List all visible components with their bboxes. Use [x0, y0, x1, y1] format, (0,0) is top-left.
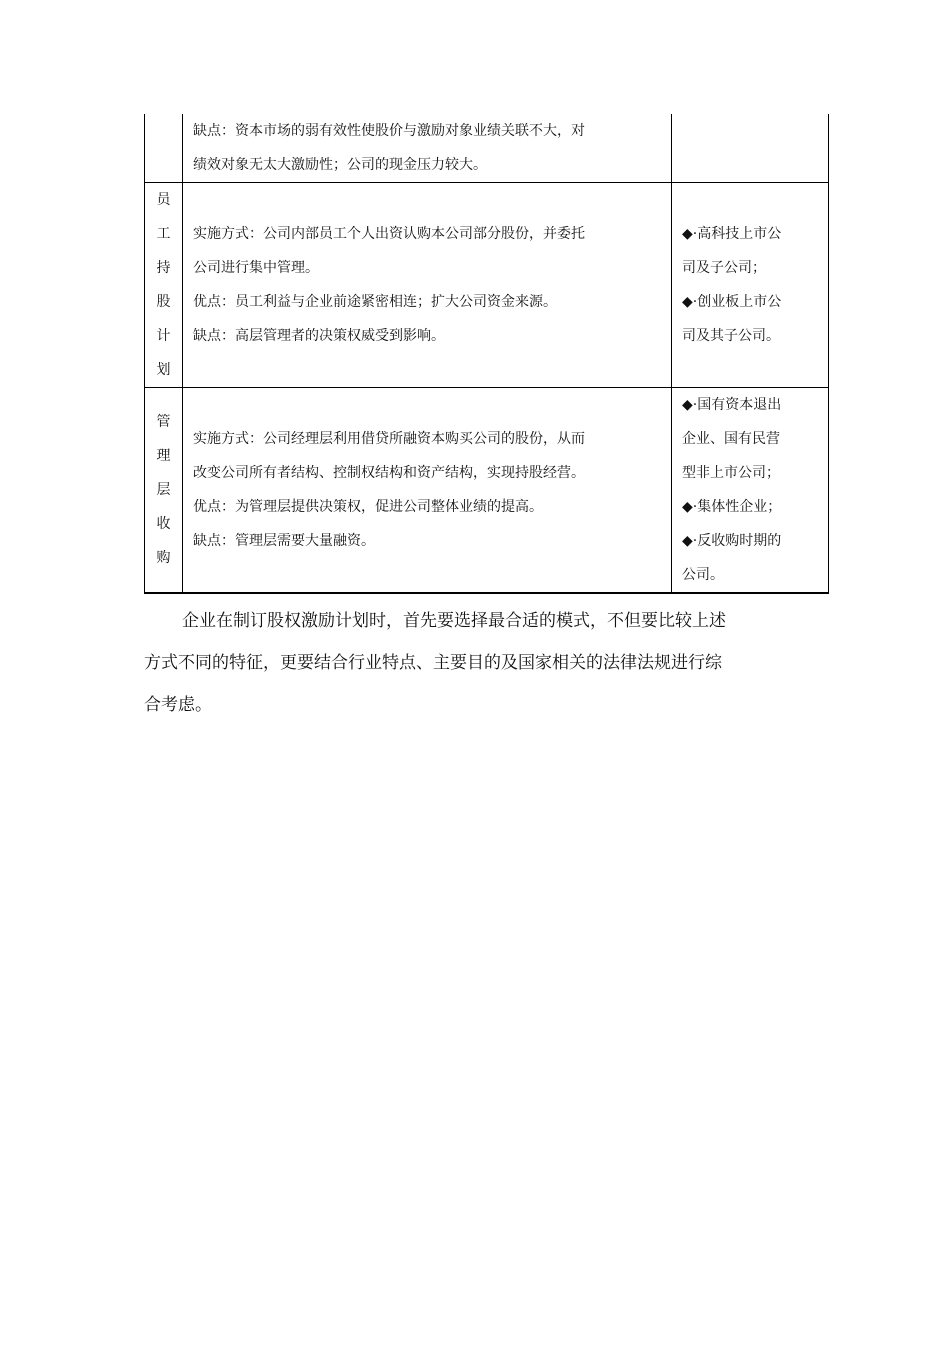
- paragraph-line: 企业在制订股权激励计划时，首先要选择最合适的模式，不但要比较上述: [182, 611, 726, 631]
- paragraph-line: 合考虑。: [144, 695, 212, 715]
- description-line: 实施方式：公司经理层利用借贷所融资本购买公司的股份，从而: [193, 431, 585, 447]
- body-paragraph: [144, 600, 806, 726]
- label-cell-empty: [145, 114, 183, 183]
- applicable-line: ◆·反收购时期的: [682, 533, 782, 549]
- description-cell: [183, 183, 672, 388]
- row-label-cell: [145, 183, 183, 388]
- paragraph-line: 方式不同的特征，更要结合行业特点、主要目的及国家相关的法律法规进行综: [144, 653, 722, 673]
- table-row-continued: [145, 114, 829, 183]
- description-line: 优点：为管理层提供决策权，促进公司整体业绩的提高。: [193, 499, 543, 515]
- applicable-companies-cell: [672, 183, 829, 388]
- description-line: 缺点：高层管理者的决策权威受到影响。: [193, 328, 445, 344]
- description-line: 改变公司所有者结构、控制权结构和资产结构，实现持股经营。: [193, 465, 585, 481]
- applicable-line: 企业、国有民营: [682, 431, 780, 447]
- table-row-employee-stock-plan: [145, 183, 829, 388]
- description-line: 实施方式：公司内部员工个人出资认购本公司部分股份，并委托: [193, 226, 585, 242]
- description-line: 绩效对象无太大激励性；公司的现金压力较大。: [193, 157, 487, 173]
- description-line: 缺点：管理层需要大量融资。: [193, 533, 375, 549]
- description-cell: [183, 114, 672, 183]
- applicable-line: ◆·创业板上市公: [682, 294, 782, 310]
- description-cell: [183, 388, 672, 594]
- applicable-line: 司及子公司；: [682, 260, 766, 276]
- row-label: 管 理 层 收 购: [156, 414, 171, 566]
- row-label: 员 工 持 股 计 划: [156, 192, 171, 378]
- description-line: 优点：员工利益与企业前途紧密相连；扩大公司资金来源。: [193, 294, 557, 310]
- applicable-line: ◆·高科技上市公: [682, 226, 782, 242]
- applicable-line: 公司。: [682, 567, 724, 583]
- incentive-scheme-table: [144, 114, 829, 594]
- description-line: 公司进行集中管理。: [193, 260, 319, 276]
- row-label-cell: [145, 388, 183, 594]
- applicable-line: ◆·集体性企业；: [682, 499, 782, 515]
- applicable-cell-empty: [672, 114, 829, 183]
- applicable-companies-cell: [672, 388, 829, 594]
- applicable-line: 型非上市公司；: [682, 465, 780, 481]
- description-line: 缺点：资本市场的弱有效性使股价与激励对象业绩关联不大，对: [193, 123, 585, 139]
- table-row-management-buyout: [145, 388, 829, 594]
- applicable-line: 司及其子公司。: [682, 328, 780, 344]
- applicable-line: ◆·国有资本退出: [682, 397, 782, 413]
